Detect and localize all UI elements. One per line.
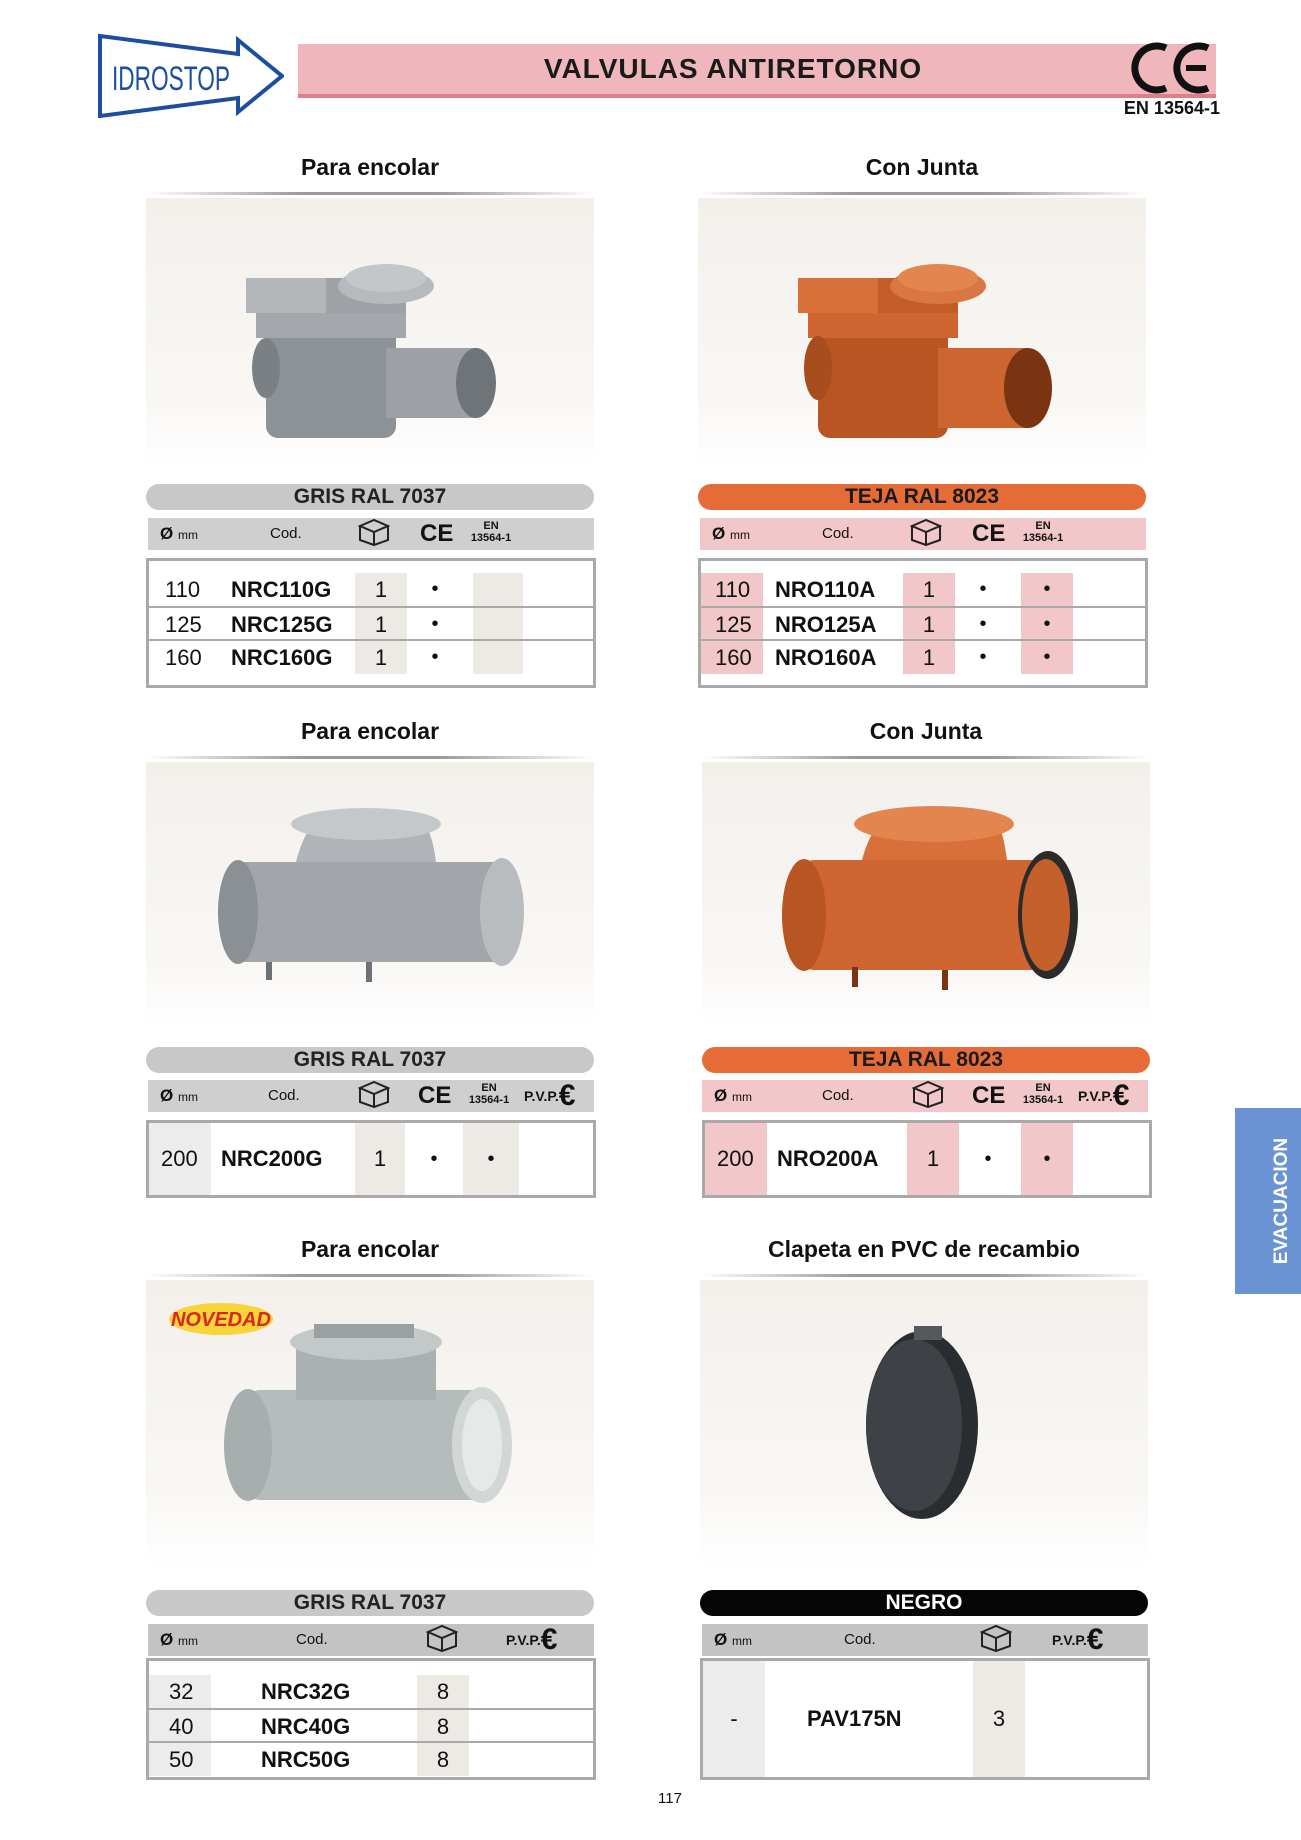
ce-icon: CE bbox=[972, 1082, 1006, 1109]
block5-heading: Para encolar bbox=[300, 1236, 440, 1262]
block3-divider bbox=[146, 756, 594, 759]
block4-heading: Con Junta bbox=[869, 718, 983, 744]
block4-divider bbox=[702, 756, 1150, 759]
block3-color-label: GRIS RAL 7037 bbox=[146, 1047, 594, 1073]
box-icon bbox=[358, 1080, 390, 1112]
block5-table-header bbox=[148, 1624, 594, 1656]
box-icon bbox=[358, 518, 390, 550]
block2-table-header bbox=[700, 518, 1146, 550]
table-row: 110 NRC110G 1 • bbox=[149, 573, 593, 606]
table-row: 160 NRC160G 1 • bbox=[149, 639, 593, 674]
pvp-header: P.V.P.€ bbox=[1078, 1079, 1130, 1112]
block2-divider bbox=[698, 192, 1146, 195]
block3-table bbox=[146, 1120, 596, 1198]
table-row: - PAV175N 3 bbox=[703, 1661, 1147, 1777]
box-icon bbox=[912, 1080, 944, 1112]
block3-heading: Para encolar bbox=[300, 718, 440, 744]
diameter-header: Ø mm bbox=[714, 1086, 752, 1105]
code-header: Cod. bbox=[844, 1631, 876, 1648]
block1-color-label: GRIS RAL 7037 bbox=[146, 484, 594, 510]
block5-color-label: GRIS RAL 7037 bbox=[146, 1590, 594, 1616]
code-header: Cod. bbox=[268, 1087, 300, 1104]
table-row: 200 NRC200G 1 • • bbox=[149, 1123, 593, 1195]
table-row: 40 NRC40G 8 bbox=[149, 1708, 593, 1743]
block1-heading: Para encolar bbox=[300, 154, 440, 180]
table-row: 125 NRC125G 1 • bbox=[149, 606, 593, 641]
norm-label: EN 13564-1 bbox=[1123, 98, 1220, 118]
code-header: Cod. bbox=[822, 525, 854, 542]
diameter-header: Ø mm bbox=[712, 524, 750, 543]
en-header: EN 13564-1 bbox=[1022, 520, 1064, 544]
block2-color-label: TEJA RAL 8023 bbox=[698, 484, 1146, 510]
block2-product-image bbox=[698, 198, 1146, 468]
euro-icon: € bbox=[558, 1079, 576, 1112]
section-tab-label: EVACUACION bbox=[1271, 1137, 1292, 1265]
block5-divider bbox=[146, 1274, 594, 1277]
block1-table-header bbox=[148, 518, 594, 550]
table-row: 125 NRO125A 1 • • bbox=[701, 606, 1145, 641]
block4-product-image bbox=[702, 762, 1150, 1028]
ce-icon: CE bbox=[972, 520, 1006, 547]
block4-table-header bbox=[702, 1080, 1148, 1112]
diameter-header: Ø mm bbox=[160, 1630, 198, 1649]
svg-text:IDROSTOP: IDROSTOP bbox=[112, 60, 230, 98]
euro-icon: € bbox=[1112, 1079, 1130, 1112]
block3-table-header bbox=[148, 1080, 594, 1112]
diameter-header: Ø mm bbox=[714, 1630, 752, 1649]
euro-icon: € bbox=[1086, 1623, 1104, 1656]
block1-table bbox=[146, 558, 596, 688]
page-title: VALVULAS ANTIRETORNO bbox=[543, 53, 923, 84]
idrostop-logo bbox=[98, 32, 284, 118]
ce-icon: CE bbox=[420, 520, 454, 547]
table-row: 50 NRC50G 8 bbox=[149, 1741, 593, 1776]
block6-color-label: NEGRO bbox=[700, 1590, 1148, 1616]
pvp-header: P.V.P.€ bbox=[524, 1079, 576, 1112]
diameter-header: Ø mm bbox=[160, 1086, 198, 1105]
section-tab-evacuacion[interactable] bbox=[1235, 1108, 1301, 1294]
table-row: 200 NRO200A 1 • • bbox=[705, 1123, 1149, 1195]
box-icon bbox=[910, 518, 942, 550]
page-number: 117 bbox=[658, 1790, 682, 1807]
block6-divider bbox=[700, 1274, 1148, 1277]
block1-product-image bbox=[146, 198, 594, 468]
box-icon bbox=[426, 1624, 458, 1656]
table-row: 110 NRO110A 1 • • bbox=[701, 573, 1145, 606]
novedad-badge bbox=[168, 1302, 274, 1336]
block5-table bbox=[146, 1658, 596, 1780]
table-row: 160 NRO160A 1 • • bbox=[701, 639, 1145, 674]
table-row: 32 NRC32G 8 bbox=[149, 1675, 593, 1708]
box-icon bbox=[980, 1624, 1012, 1656]
code-header: Cod. bbox=[296, 1631, 328, 1648]
pvp-header: P.V.P.€ bbox=[1052, 1623, 1104, 1656]
block6-product-image bbox=[700, 1280, 1148, 1566]
ce-mark-icon bbox=[1128, 40, 1218, 96]
code-header: Cod. bbox=[270, 525, 302, 542]
block6-table-header bbox=[702, 1624, 1148, 1656]
pvp-header: P.V.P.€ bbox=[506, 1623, 558, 1656]
svg-text:NOVEDAD: NOVEDAD bbox=[170, 1309, 272, 1331]
block6-heading: Clapeta en PVC de recambio bbox=[768, 1236, 1080, 1262]
block4-color-label: TEJA RAL 8023 bbox=[702, 1047, 1150, 1073]
code-header: Cod. bbox=[822, 1087, 854, 1104]
diameter-header: Ø mm bbox=[160, 524, 198, 543]
block4-table bbox=[702, 1120, 1152, 1198]
block2-heading: Con Junta bbox=[865, 154, 979, 180]
block3-product-image bbox=[146, 762, 594, 1028]
ce-icon: CE bbox=[418, 1082, 452, 1109]
en-header: EN 13564-1 bbox=[468, 1082, 510, 1106]
en-header: EN 13564-1 bbox=[1022, 1082, 1064, 1106]
block1-divider bbox=[146, 192, 594, 195]
block2-table bbox=[698, 558, 1148, 688]
block6-table bbox=[700, 1658, 1150, 1780]
euro-icon: € bbox=[540, 1623, 558, 1656]
en-header: EN 13564-1 bbox=[470, 520, 512, 544]
